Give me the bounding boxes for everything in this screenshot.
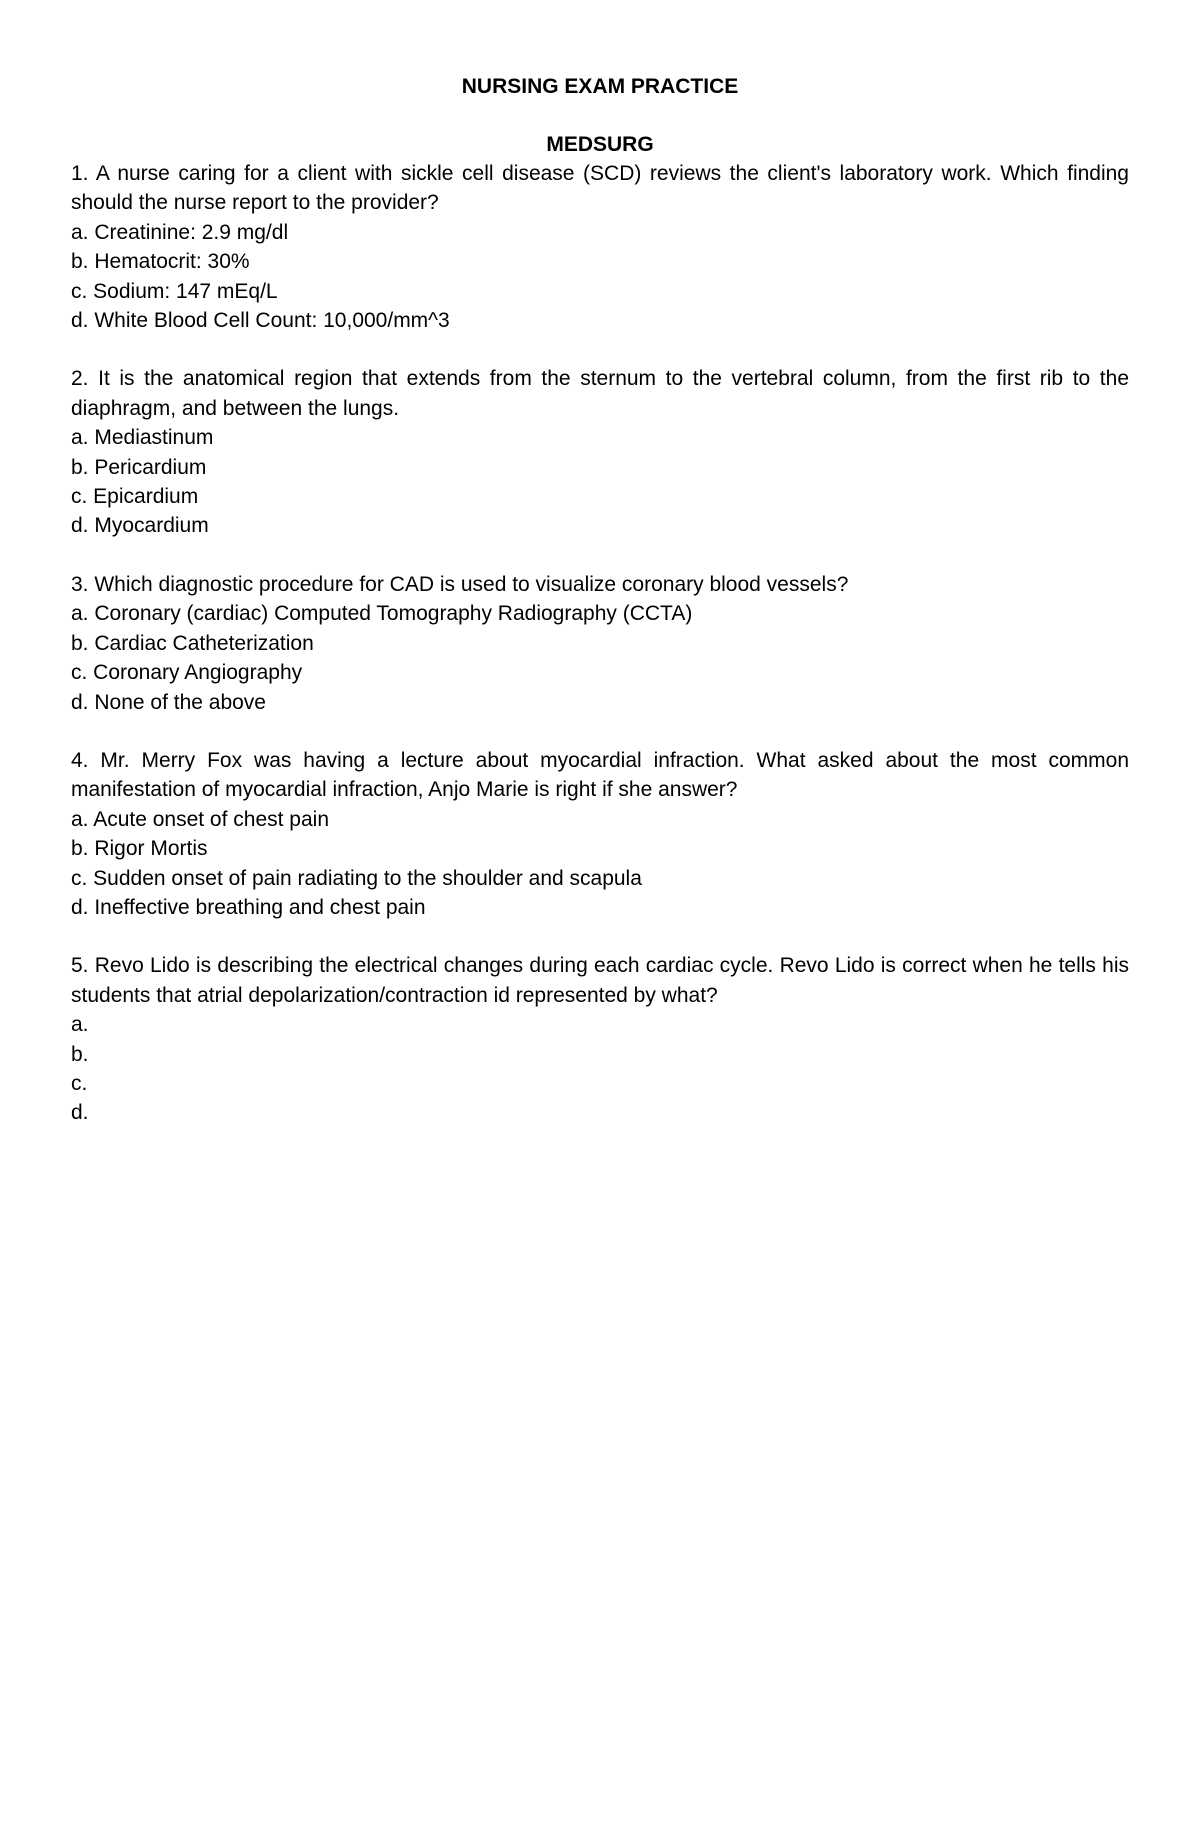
question-4 (71, 746, 1129, 922)
question-text: 5. Revo Lido is describing the electrical changes during each cardiac cycle. Revo Lido is correct when he tells his students that atrial depolarization/contraction id represented by what? (71, 954, 1129, 1007)
question-3 (71, 570, 1129, 717)
answer-option: b. Pericardium (71, 455, 207, 479)
answer-option: a. Coronary (cardiac) Computed Tomography Radiography (CCTA) (71, 602, 693, 626)
answer-option: b. Rigor Mortis (71, 837, 208, 861)
answer-option: d. None of the above (71, 690, 266, 714)
answer-option: d. White Blood Cell Count: 10,000/mm^3 (71, 309, 450, 333)
answer-option: c. Coronary Angiography (71, 661, 303, 685)
section-title: MEDSURG (546, 133, 654, 156)
answer-option: c. Sodium: 147 mEq/L (71, 279, 278, 303)
answer-option: c. Epicardium (71, 485, 199, 509)
answer-option: c. Sudden onset of pain radiating to the shoulder and scapula (71, 866, 642, 890)
question-5 (71, 951, 1129, 1127)
question-text: 2. It is the anatomical region that extends from the sternum to the vertebral column, from the first rib to the diaphragm, and between the lungs. (71, 367, 1129, 420)
question-text: 4. Mr. Merry Fox was having a lecture about myocardial infraction. What asked about the most common manifestation of myocardial infraction, Anjo Marie is right if she answer? (71, 748, 1129, 802)
answer-option: b. (71, 1042, 89, 1066)
answer-option: b. Hematocrit: 30% (71, 250, 250, 274)
answer-option: a. Creatinine: 2.9 mg/dl (71, 220, 289, 244)
question-text: 3. Which diagnostic procedure for CAD is used to visualize coronary blood vessels? (71, 572, 849, 596)
answer-option: b. Cardiac Catheterization (71, 631, 314, 655)
answer-option: a. (71, 1013, 89, 1037)
question-text: 1. A nurse caring for a client with sickle cell disease (SCD) reviews the client's laboratory work. Which finding should the nurse report to the provider? (71, 162, 1129, 215)
answer-option: d. (71, 1101, 89, 1125)
answer-option: a. Acute onset of chest pain (71, 807, 330, 831)
answer-option: d. Ineffective breathing and chest pain (71, 895, 426, 919)
question-2 (71, 364, 1129, 540)
answer-option: a. Mediastinum (71, 426, 214, 450)
document-title: NURSING EXAM PRACTICE (461, 75, 739, 98)
question-1 (71, 159, 1129, 335)
answer-option: d. Myocardium (71, 514, 209, 538)
answer-option: c. (71, 1071, 88, 1095)
